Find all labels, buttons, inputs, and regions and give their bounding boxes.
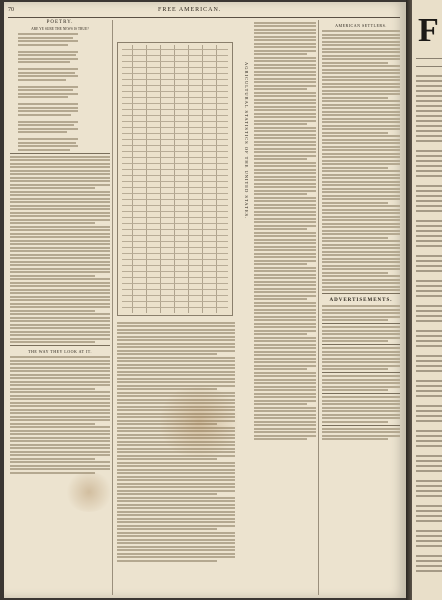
page-header bbox=[8, 6, 400, 18]
right-column bbox=[322, 20, 400, 442]
paper-stain bbox=[154, 387, 244, 457]
poem-body bbox=[10, 33, 110, 151]
newspaper-page bbox=[4, 2, 406, 598]
next-page-edge bbox=[412, 0, 442, 600]
lower-left-body bbox=[10, 356, 110, 474]
article-body bbox=[10, 156, 110, 344]
lower-left-heading: THE WAY THEY LOOK AT IT. bbox=[28, 349, 92, 354]
left-column bbox=[10, 20, 110, 475]
advertisements-heading: ADVERTISEMENTS. bbox=[329, 298, 393, 303]
newspaper-title: FREE AMERICAN. bbox=[158, 7, 222, 13]
paper-stain bbox=[64, 472, 114, 512]
next-page-masthead: F bbox=[418, 12, 439, 49]
third-column bbox=[254, 20, 316, 442]
statistics-table bbox=[117, 42, 233, 316]
poetry-heading: POETRY. bbox=[46, 20, 74, 25]
table-title: AGRICULTURAL STATISTICS OF THE UNITED STATES. bbox=[244, 62, 249, 220]
page-number: 70 bbox=[8, 7, 14, 13]
right-column-heading: AMERICAN SETTLERS. bbox=[335, 23, 387, 28]
poem-title: ARE YE SURE THE NEWS IS TRUE? bbox=[31, 27, 89, 31]
